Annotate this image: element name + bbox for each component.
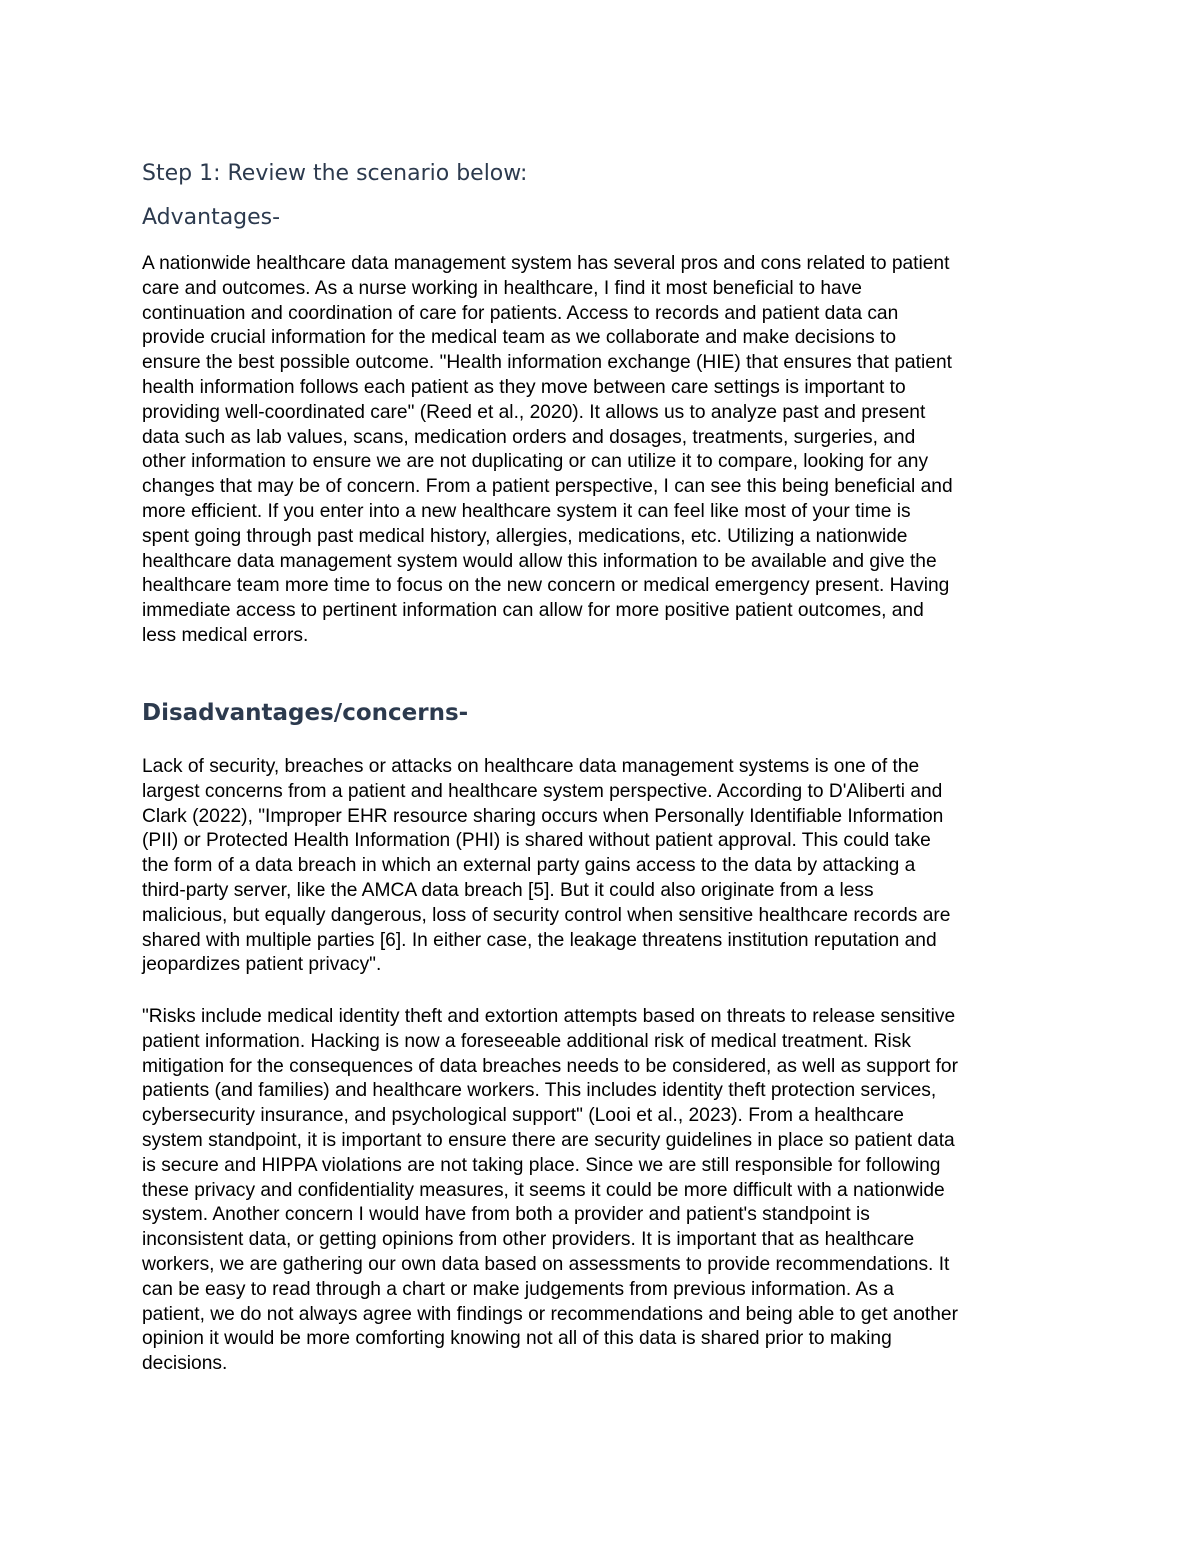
paragraph-line: immediate access to pertinent information can allow for more positive patient outcomes, and <box>142 600 924 622</box>
paragraph-line: patient, we do not always agree with findings or recommendations and being able to get another <box>142 1303 958 1325</box>
advantages-heading: Advantages- <box>142 205 281 230</box>
risks-paragraph <box>142 1005 958 1377</box>
security-concerns-paragraph <box>142 755 950 978</box>
paragraph-line: jeopardizes patient privacy". <box>142 954 382 976</box>
paragraph-line: system. Another concern I would have from both a provider and patient's standpoint is <box>142 1204 870 1226</box>
paragraph-line: malicious, but equally dangerous, loss of security control when sensitive healthcare records are <box>142 904 951 926</box>
paragraph-line: patient information. Hacking is now a foreseeable additional risk of medical treatment. Risk <box>142 1030 911 1052</box>
paragraph-line: ensure the best possible outcome. "Health information exchange (HIE) that ensures that patient <box>142 352 952 374</box>
paragraph-line: less medical errors. <box>142 624 309 646</box>
paragraph-line: third-party server, like the AMCA data breach [5]. But it could also originate from a less <box>142 879 874 901</box>
paragraph-line: continuation and coordination of care for patients. Access to records and patient data can <box>142 302 899 324</box>
paragraph-line: healthcare data management system would allow this information to be available and give the <box>142 550 937 572</box>
step-heading: Step 1: Review the scenario below: <box>142 161 528 186</box>
paragraph-line: (PII) or Protected Health Information (PHI) is shared without patient approval. This could take <box>142 830 931 852</box>
paragraph-line: opinion it would be more comforting knowing not all of this data is shared prior to making <box>142 1328 892 1350</box>
paragraph-line: healthcare team more time to focus on the new concern or medical emergency present. Having <box>142 575 950 597</box>
paragraph-line: workers, we are gathering our own data based on assessments to provide recommendations. It <box>142 1253 950 1275</box>
paragraph-line: Lack of security, breaches or attacks on healthcare data management systems is one of the <box>142 756 920 777</box>
paragraph-line: A nationwide healthcare data management system has several pros and cons related to patient <box>142 253 950 274</box>
paragraph-line: provide crucial information for the medical team as we collaborate and make decisions to <box>142 327 897 349</box>
paragraph-line: providing well-coordinated care" (Reed et al., 2020). It allows us to analyze past and present <box>142 401 926 423</box>
paragraph-line: changes that may be of concern. From a patient perspective, I can see this being beneficial and <box>142 476 953 498</box>
paragraph-line: largest concerns from a patient and healthcare system perspective. According to D'Aliberti and <box>142 780 943 802</box>
paragraph-line: inconsistent data, or getting opinions from other providers. It is important that as healthcare <box>142 1229 915 1251</box>
paragraph-line: can be easy to read through a chart or make judgements from previous information. As a <box>142 1278 894 1300</box>
paragraph-line: shared with multiple parties [6]. In either case, the leakage threatens institution reputation and <box>142 929 937 951</box>
paragraph-line: data such as lab values, scans, medication orders and dosages, treatments, surgeries, and <box>142 426 916 448</box>
paragraph-line: spent going through past medical history, allergies, medications, etc. Utilizing a nationwide <box>142 525 908 547</box>
paragraph-line: decisions. <box>142 1353 228 1375</box>
paragraph-line: system standpoint, it is important to ensure there are security guidelines in place so patient data <box>142 1129 955 1151</box>
paragraph-line: Clark (2022), "Improper EHR resource sharing occurs when Personally Identifiable Information <box>142 805 944 827</box>
paragraph-line: patients (and families) and healthcare workers. This includes identity theft protection services, <box>142 1080 937 1102</box>
paragraph-line: mitigation for the consequences of data breaches needs to be considered, as well as support for <box>142 1055 958 1077</box>
paragraph-line: care and outcomes. As a nurse working in healthcare, I find it most beneficial to have <box>142 277 862 299</box>
paragraph-line: other information to ensure we are not duplicating or can utilize it to compare, looking for any <box>142 451 929 473</box>
paragraph-line: health information follows each patient as they move between care settings is important to <box>142 376 906 398</box>
paragraph-line: the form of a data breach in which an external party gains access to the data by attacking a <box>142 855 916 877</box>
paragraph-line: these privacy and confidentiality measures, it seems it could be more difficult with a nationwide <box>142 1179 945 1201</box>
paragraph-line: more efficient. If you enter into a new healthcare system it can feel like most of your time is <box>142 500 911 522</box>
paragraph-line: cybersecurity insurance, and psychological support" (Looi et al., 2023). From a healthcare <box>142 1105 904 1127</box>
paragraph-line: is secure and HIPPA violations are not taking place. Since we are still responsible for following <box>142 1154 941 1176</box>
advantages-paragraph <box>142 252 953 649</box>
paragraph-line: "Risks include medical identity theft and extortion attempts based on threats to release sensitive <box>142 1006 956 1027</box>
disadvantages-heading: Disadvantages/concerns- <box>142 700 469 726</box>
